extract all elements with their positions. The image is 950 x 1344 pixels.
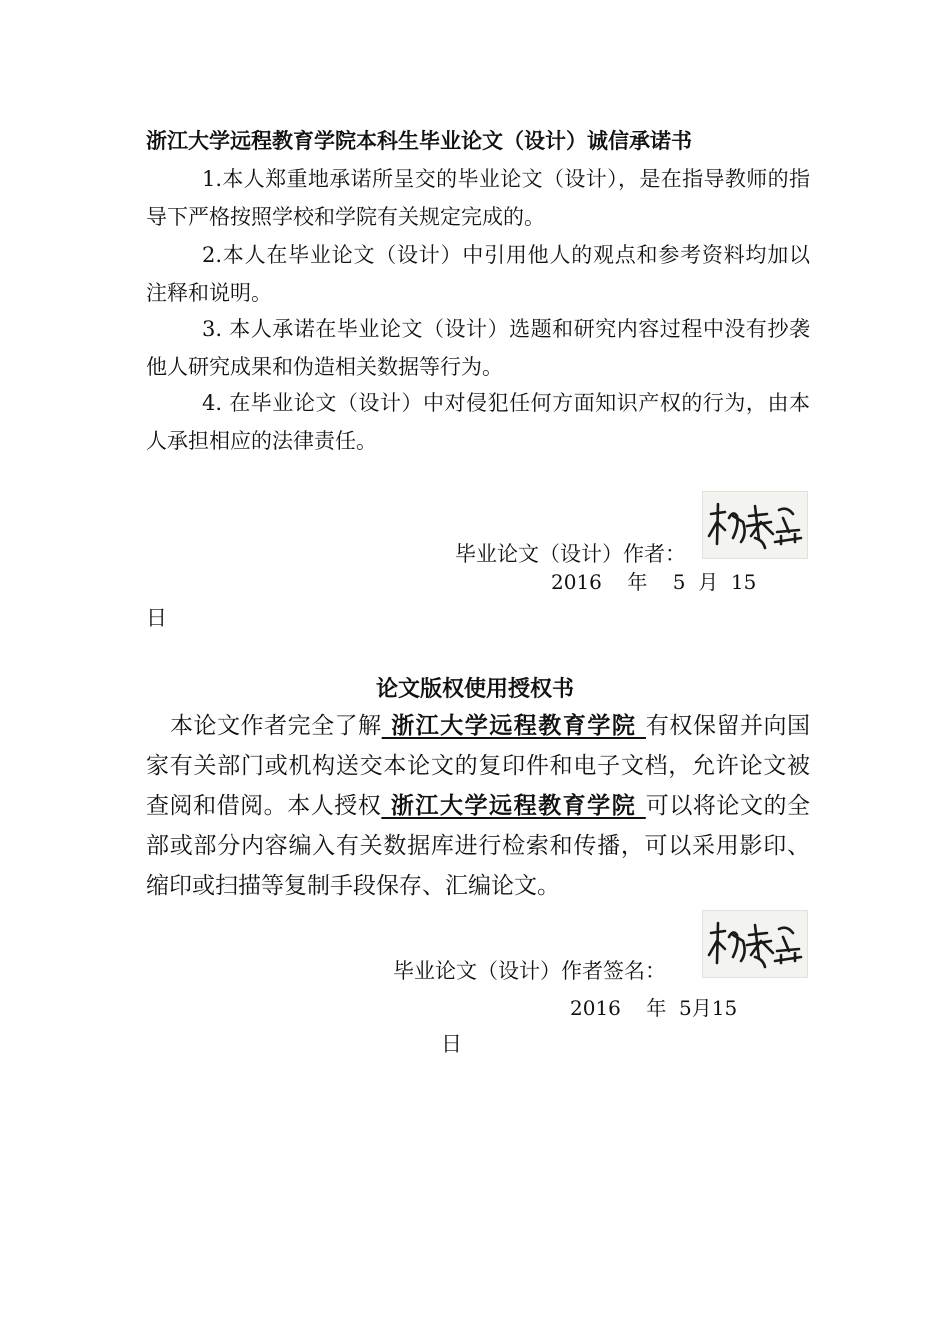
- integrity-item-3: [146, 310, 810, 386]
- copyright-signature-image: [702, 910, 808, 978]
- integrity-title: 浙江大学远程教育学院本科生毕业论文（设计）诚信承诺书: [146, 128, 692, 153]
- integrity-author-label: 毕业论文（设计）作者：: [455, 542, 686, 566]
- integrity-date: 2016 年 5 月 15: [551, 570, 757, 594]
- copyright-paragraph: [146, 706, 810, 906]
- integrity-item-1-text: 1.本人郑重地承诺所呈交的毕业论文（设计），是在指导教师的指导下严格按照学校和学院有关规定完成的。: [146, 167, 810, 229]
- copyright-author-label: 毕业论文（设计）作者签名：: [393, 959, 666, 983]
- copyright-day: 日: [441, 1032, 462, 1056]
- handwritten-signature-icon: [703, 492, 807, 558]
- integrity-item-1: [146, 160, 810, 236]
- integrity-item-4: [146, 384, 810, 460]
- integrity-item-2: [146, 236, 810, 312]
- integrity-day: 日: [146, 606, 167, 630]
- copyright-institution-1: 浙江大学远程教育学院: [381, 713, 646, 739]
- handwritten-signature-icon: [703, 911, 807, 977]
- integrity-signature-image: [702, 491, 808, 559]
- copyright-text-3: 可以将论文的全部或部分内容编入有关数据库进行检索和传播，可以采用影印、缩印或扫描等复制手段保存、汇编论文。: [146, 793, 811, 899]
- integrity-item-4-text: 4. 在毕业论文（设计）中对侵犯任何方面知识产权的行为，由本人承担相应的法律责任。: [146, 391, 810, 453]
- copyright-text-1: 本论文作者完全了解: [170, 713, 382, 739]
- integrity-item-3-text: 3. 本人承诺在毕业论文（设计）选题和研究内容过程中没有抄袭他人研究成果和伪造相关数据等行为。: [146, 317, 810, 379]
- copyright-title: 论文版权使用授权书: [375, 676, 574, 702]
- copyright-date: 2016 年 5月15: [570, 996, 738, 1020]
- copyright-text-2: 有权保留并向国家有关部门或机构送交本论文的复印件和电子文档，允许论文被查阅和借阅。本人授权: [146, 713, 811, 819]
- copyright-institution-2: 浙江大学远程教育学院: [381, 793, 646, 819]
- integrity-item-2-text: 2.本人在毕业论文（设计）中引用他人的观点和参考资料均加以注释和说明。: [146, 243, 810, 305]
